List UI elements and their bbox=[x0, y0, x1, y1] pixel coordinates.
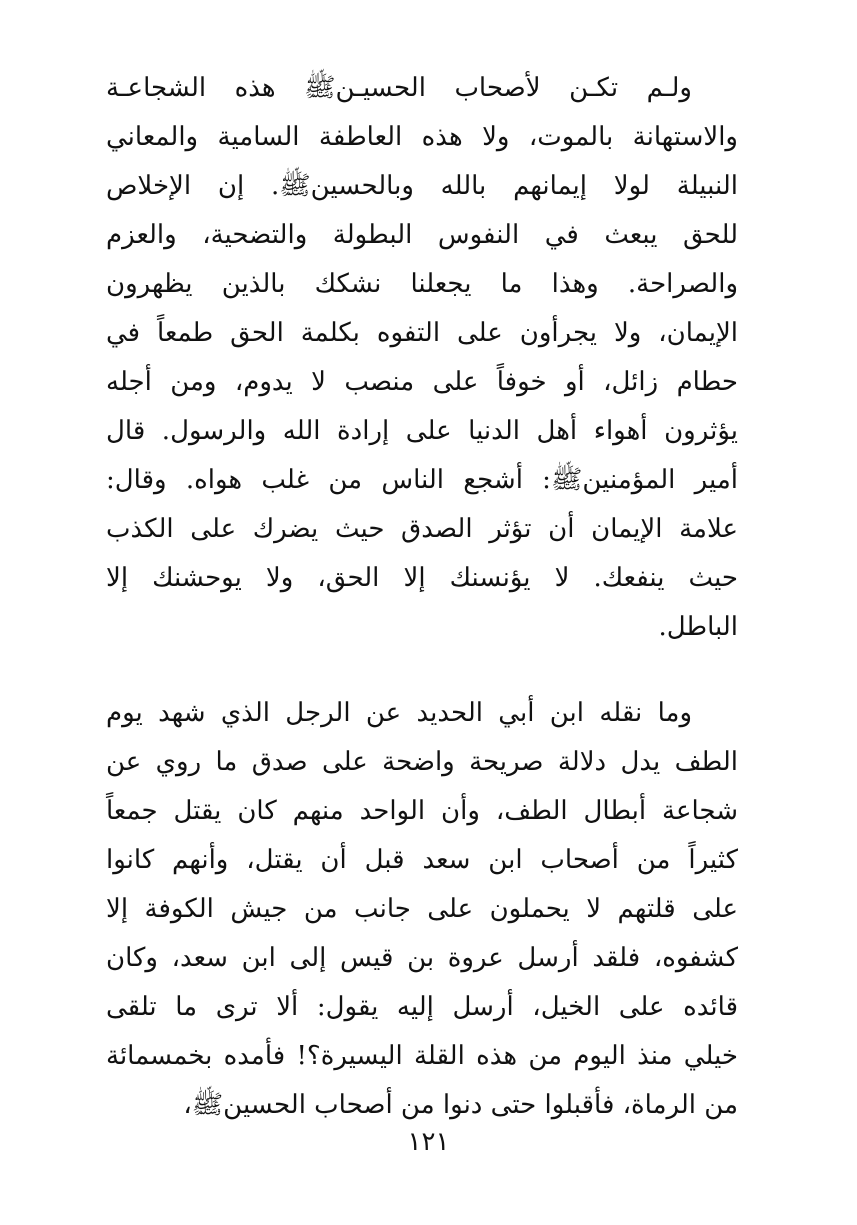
page-number: ١٢١ bbox=[407, 1127, 450, 1157]
paragraph bbox=[106, 64, 738, 652]
text-line: الباطل. bbox=[658, 612, 738, 642]
text-line: للحق يبعث في النفوس البطولة والتضحية، والعزم bbox=[106, 220, 738, 250]
text-line: على قلتهم لا يحملون على جانب من جيش الكوفة إلا bbox=[106, 894, 738, 924]
paragraph-gap bbox=[106, 652, 738, 689]
text-line: الإيمان، ولا يجرأون على التفوه بكلمة الحق طمعاً في bbox=[106, 318, 738, 348]
text-line: قائده على الخيل، أرسل إليه يقول: ألا ترى ما تلقى bbox=[106, 992, 738, 1022]
paragraph bbox=[106, 689, 738, 1130]
text-line: شجاعة أبطال الطف، وأن الواحد منهم كان يقتل جمعاً bbox=[106, 796, 738, 826]
text-line: حطام زائل، أو خوفاً على منصب لا يدوم، ومن أجله bbox=[106, 367, 738, 397]
page-body bbox=[106, 64, 738, 1130]
text-line: ولـم تكـن لأصحاب الحسيـنﷺ هذه الشجاعـة bbox=[106, 73, 692, 103]
text-line: الطف يدل دلالة صريحة واضحة على صدق ما روي عن bbox=[106, 747, 738, 777]
text-line: والصراحة. وهذا ما يجعلنا نشكك بالذين يظهرون bbox=[106, 269, 738, 299]
text-line: والاستهانة بالموت، ولا هذه العاطفة السامية والمعاني bbox=[106, 122, 738, 152]
text-line: النبيلة لولا إيمانهم بالله وبالحسينﷺ. إن الإخلاص bbox=[106, 171, 738, 201]
text-line: من الرماة، فأقبلوا حتى دنوا من أصحاب الحسينﷺ، bbox=[183, 1090, 738, 1120]
text-line: خيلي منذ اليوم من هذه القلة اليسيرة؟! فأمده بخمسمائة bbox=[106, 1041, 738, 1071]
text-line: حيث ينفعك. لا يؤنسنك إلا الحق، ولا يوحشنك إلا bbox=[106, 563, 738, 593]
text-line: كشفوه، فلقد أرسل عروة بن قيس إلى ابن سعد، وكان bbox=[106, 943, 738, 973]
text-line: يؤثرون أهواء أهل الدنيا على إرادة الله والرسول. قال bbox=[106, 416, 738, 446]
text-line: علامة الإيمان أن تؤثر الصدق حيث يضرك على الكذب bbox=[106, 514, 738, 544]
text-line: كثيراً من أصحاب ابن سعد قبل أن يقتل، وأنهم كانوا bbox=[106, 845, 738, 875]
text-line: وما نقله ابن أبي الحديد عن الرجل الذي شهد يوم bbox=[106, 698, 692, 728]
text-line: أمير المؤمنينﷺ: أشجع الناس من غلب هواه. وقال: bbox=[106, 465, 738, 495]
